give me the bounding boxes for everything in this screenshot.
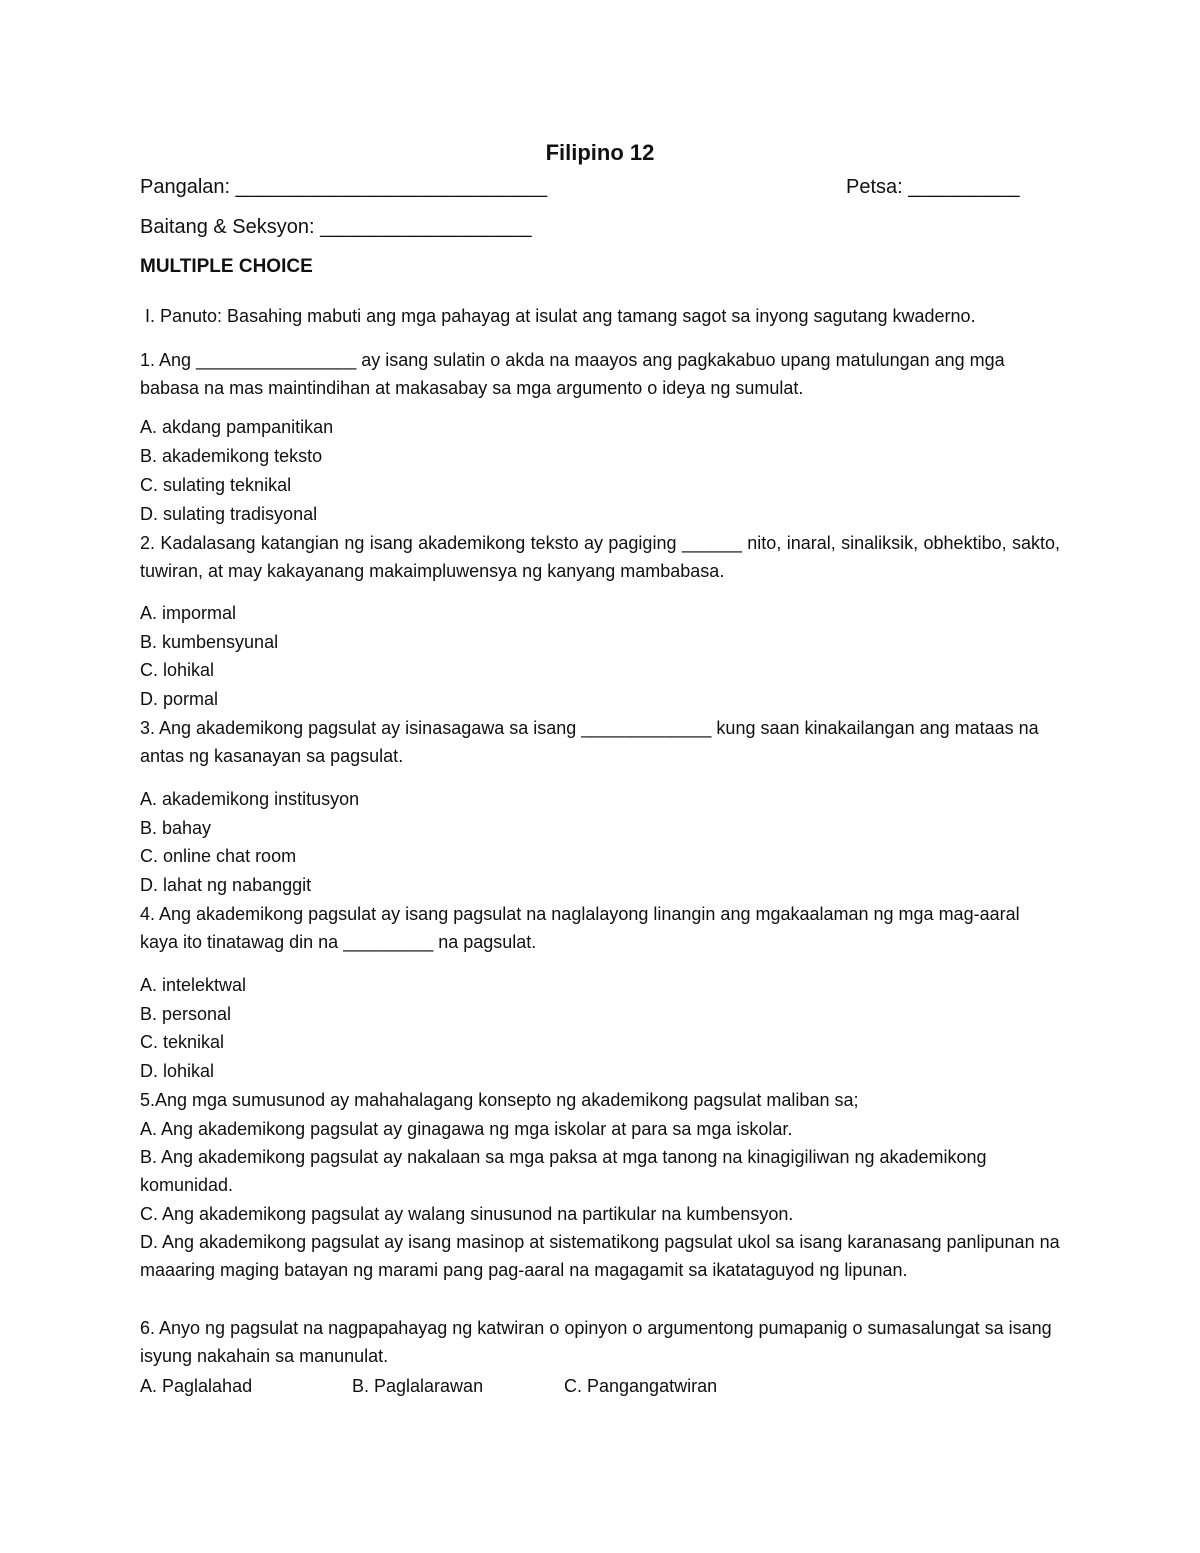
date-field-label: Petsa: __________ [846,176,1020,198]
question-2: 2. Kadalasang katangian ng isang akademikong teksto ay pagiging ______ nito, inaral, sinaliksik, obhektibo, sakto, tuwiran, at may kakayanang makaimpluwensya ng kanyang mambabasa. [140,533,1060,581]
q3-choice-c: C. online chat room [140,846,297,866]
section-heading: MULTIPLE CHOICE [140,256,313,277]
q2-choice-a: A. impormal [140,603,237,623]
q4-choice-c: C. teknikal [140,1032,225,1052]
q4-choice-b: B. personal [140,1004,232,1024]
section-field-label: Baitang & Seksyon: ___________________ [140,216,532,238]
q1-choice-c: C. sulating teknikal [140,475,292,495]
q4-choice-d: D. lohikal [140,1061,215,1081]
q5-choice-a: A. Ang akademikong pagsulat ay ginagawa ng mga iskolar at para sa mga iskolar. [140,1119,793,1139]
q1-choice-a: A. akdang pampanitikan [140,417,334,437]
question-5: 5.Ang mga sumusunod ay mahahalagang konsepto ng akademikong pagsulat maliban sa; [140,1090,859,1110]
q3-choice-a: A. akademikong institusyon [140,789,360,809]
q4-choice-a: A. intelektwal [140,975,247,995]
question-4: 4. Ang akademikong pagsulat ay isang pagsulat na naglalayong linangin ang mgakaalaman ng mga mag-aaral kaya ito tinatawag din na _________ na pagsulat. [140,904,1020,952]
question-3: 3. Ang akademikong pagsulat ay isinasagawa sa isang _____________ kung saan kinakailangan ang mataas na antas ng kasanayan sa pagsulat. [140,718,1039,766]
q1-choice-b: B. akademikong teksto [140,446,323,466]
q5-choice-c: C. Ang akademikong pagsulat ay walang sinusunod na partikular na kumbensyon. [140,1204,794,1224]
q5-choice-b: B. Ang akademikong pagsulat ay nakalaan sa mga paksa at mga tanong na kinagigiliwan ng akademikong komunidad. [140,1147,987,1195]
q6-choice-b: B. Paglalarawan [352,1376,484,1396]
name-field-label: Pangalan: ____________________________ [140,176,548,198]
q2-choice-c: C. lohikal [140,660,215,680]
instruction-text: I. Panuto: Basahing mabuti ang mga pahayag at isulat ang tamang sagot sa inyong sagutang kwaderno. [140,306,976,326]
question-6: 6. Anyo ng pagsulat na nagpapahayag ng katwiran o opinyon o argumentong pumapanig o sumasalungat sa isang isyung nakahain sa manunulat. [140,1318,1052,1366]
q1-choice-d: D. sulating tradisyonal [140,504,318,524]
q2-choice-b: B. kumbensyunal [140,632,279,652]
q6-choice-c: C. Pangangatwiran [564,1376,718,1396]
q5-choice-d: D. Ang akademikong pagsulat ay isang masinop at sistematikong pagsulat ukol sa isang karanasang panlipunan na maaaring maging batayan ng marami pang pag-aaral na magagamit sa ikatataguyod ng lipunan. [140,1232,1060,1280]
q2-choice-d: D. pormal [140,689,219,709]
q6-choice-a: A. Paglalahad [140,1376,253,1396]
q3-choice-b: B. bahay [140,818,212,838]
question-1: 1. Ang ________________ ay isang sulatin o akda na maayos ang pagkakabuo upang matulungan ang mga babasa na mas maintindihan at makasabay sa mga argumento o ideya ng sumulat. [140,350,1005,398]
document-title: Filipino 12 [545,140,655,165]
q3-choice-d: D. lahat ng nabanggit [140,875,312,895]
